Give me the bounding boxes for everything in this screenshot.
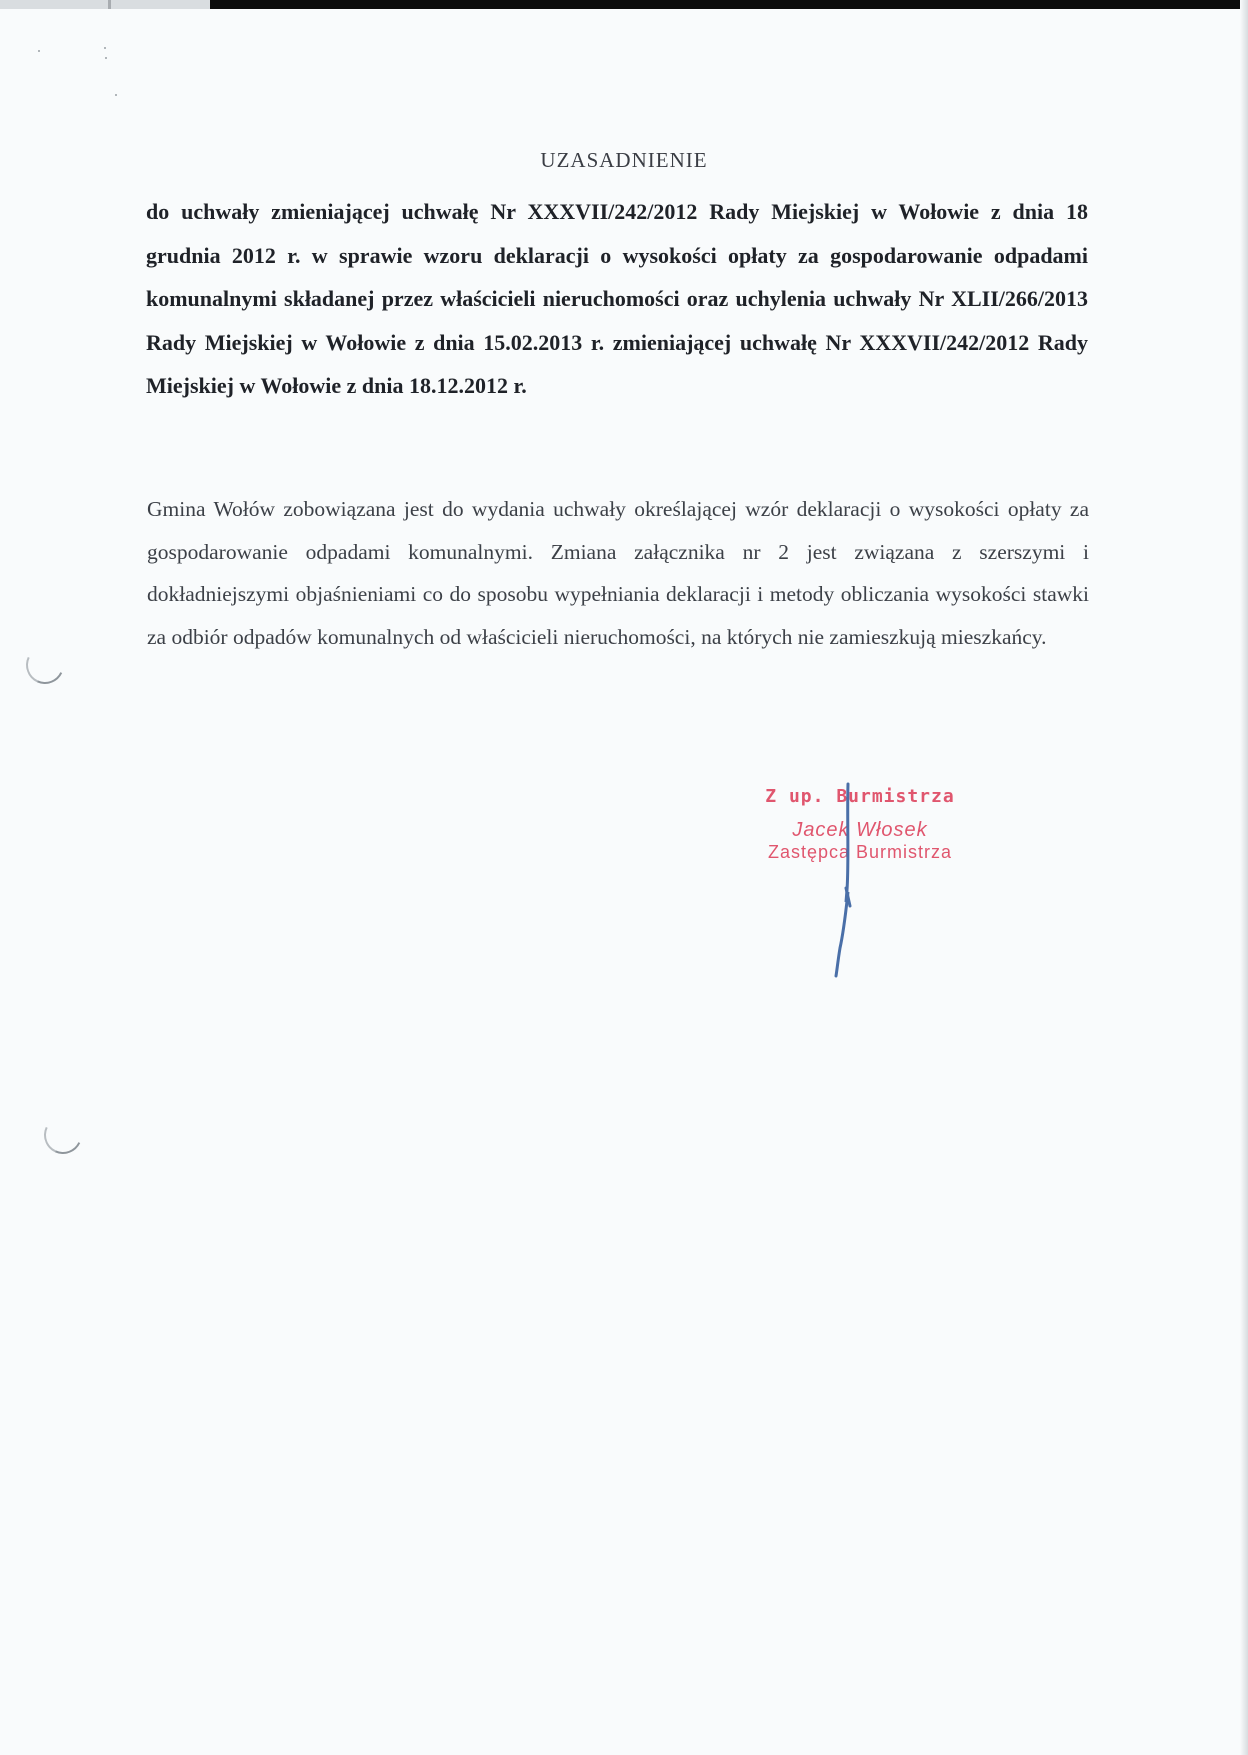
scan-edge-right <box>1240 0 1248 1755</box>
scan-speck <box>104 47 106 49</box>
punch-hole <box>21 641 70 690</box>
scan-speck <box>38 50 40 52</box>
scan-edge-left <box>0 0 210 9</box>
document-title: UZASADNIENIE <box>540 148 708 172</box>
punch-hole <box>39 1111 88 1160</box>
document-subject: do uchwały zmieniającej uchwałę Nr XXXVII/242/2012 Rady Miejskiej w Wołowie z dnia 18 grudnia 2012 r. w sprawie wzoru deklaracji o wysokości opłaty za gospodarowanie odpadami komunalnymi składanej przez właścicieli nieruchomości oraz uchylenia uchwały Nr XLII/266/2013 Rady Miejskiej w Wołowie z dnia 15.02.2013 r. zmieniającej uchwałę Nr XXXVII/242/2012 Rady Miejskiej w Wołowie z dnia 18.12.2012 r. <box>146 199 1088 398</box>
scan-speck <box>115 94 117 96</box>
scan-speck <box>105 57 107 59</box>
scan-edge-top <box>210 0 1248 9</box>
stamp-line-authority: Z up. Burmistrza <box>765 786 955 807</box>
stamp-line-position: Zastępca Burmistrza <box>767 842 953 862</box>
handwritten-signature-icon <box>800 780 880 980</box>
document-body: Gmina Wołów zobowiązana jest do wydania uchwały określającej wzór deklaracji o wysokości opłaty za gospodarowanie odpadami komunalnymi. Zmiana załącznika nr 2 jest związana z szerszymi i dokładniejszymi objaśnieniami co do sposobu wypełniania deklaracji i metody obliczania wysokości stawki za odbiór odpadów komunalnych od właścicieli nieruchomości, na których nie zamieszkują mieszkańcy. <box>147 497 1089 649</box>
stamp-line-name: Jacek Włosek <box>792 819 928 841</box>
